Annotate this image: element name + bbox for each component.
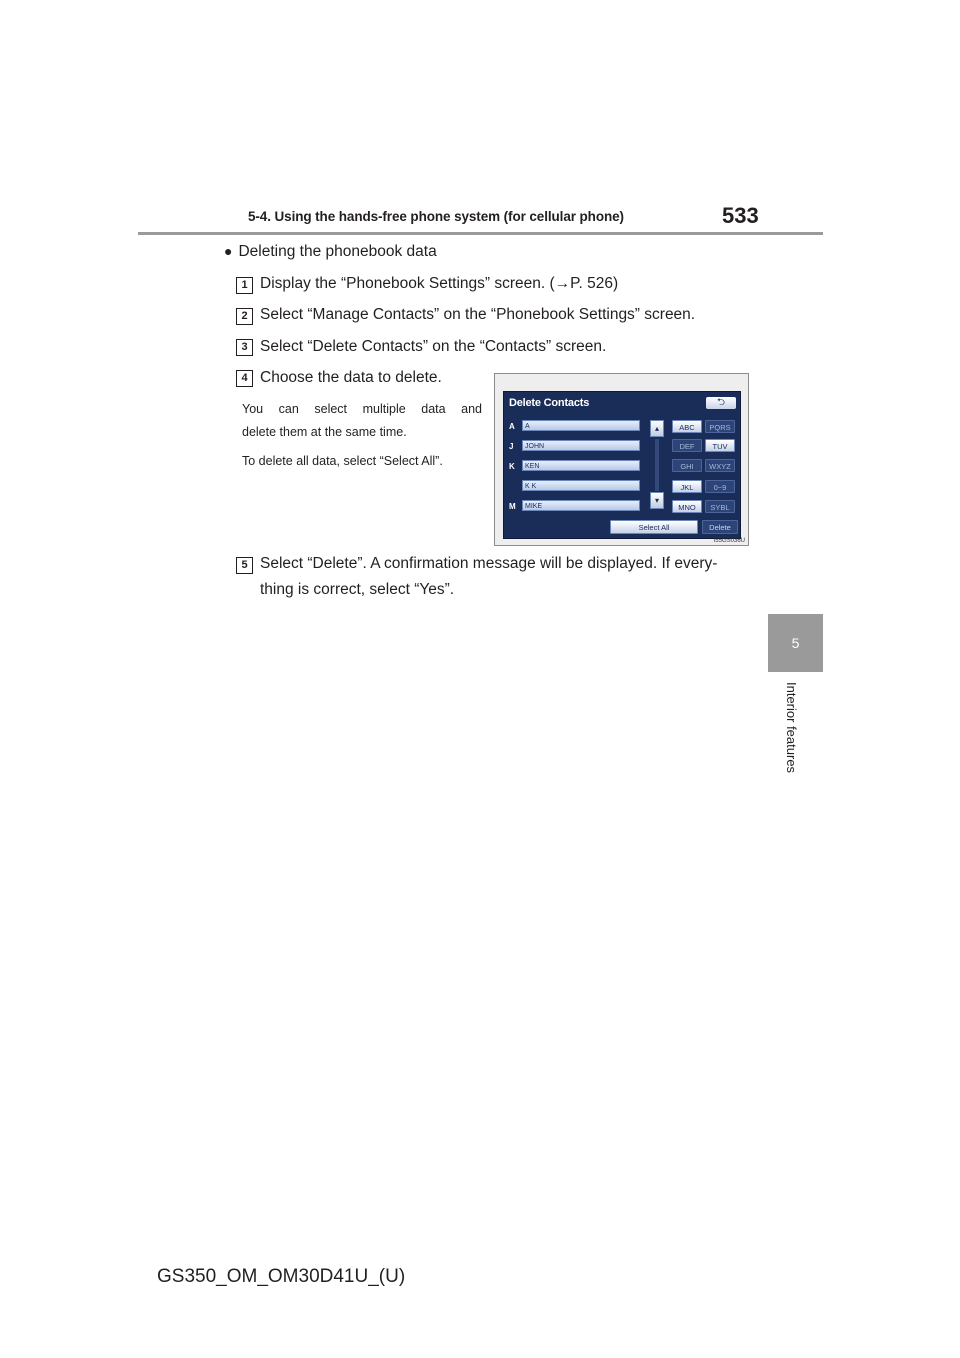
delete-contacts-screen-figure [494,373,749,546]
note-line-1: You can select multiple data and [242,402,482,416]
header-rule [138,232,823,235]
key-def[interactable]: DEF [672,439,702,452]
step-text-5-line-1: Select “Delete”. A confirmation message will be displayed. If every- [260,555,718,572]
note-line-2: delete them at the same time. [242,425,407,439]
contact-row[interactable]: K K [522,480,640,491]
step-text-3: Select “Delete Contacts” on the “Contacts” screen. [260,338,607,355]
index-letter: J [509,442,514,451]
index-letter: K [509,462,515,471]
key-abc[interactable]: ABC [672,420,702,433]
step-number-5: 5 [236,557,253,574]
key-ghi[interactable]: GHI [672,459,702,472]
screen-title: Delete Contacts [509,397,590,409]
scroll-up-icon[interactable]: ▴ [650,420,664,437]
contact-row[interactable]: KEN [522,460,640,471]
page-number: 533 [722,203,759,228]
chapter-number: 5 [791,635,800,651]
section-title: 5-4. Using the hands-free phone system (for cellular phone) [248,209,624,224]
key-wxyz[interactable]: WXYZ [705,459,735,472]
step-text-4: Choose the data to delete. [260,369,442,386]
return-arrow-icon[interactable]: ⮌ [706,397,736,409]
step-text-5-line-2: thing is correct, select “Yes”. [260,581,455,598]
key-sybl[interactable]: SYBL [705,500,735,513]
image-code: I55GS036U [713,538,745,544]
chapter-tab [768,614,823,672]
index-letter: A [509,422,515,431]
key-0-9[interactable]: 0~9 [705,480,735,493]
key-mno[interactable]: MNO [672,500,702,513]
select-all-button[interactable]: Select All [610,520,698,534]
heading-text: Deleting the phonebook data [238,243,437,260]
key-tuv[interactable]: TUV [705,439,735,452]
contact-row[interactable]: JOHN [522,440,640,451]
key-jkl[interactable]: JKL [672,480,702,493]
bullet-icon: ● [224,243,233,259]
contact-row[interactable]: MIKE [522,500,640,511]
note-line-3: To delete all data, select “Select All”. [242,454,443,468]
delete-button[interactable]: Delete [702,520,738,534]
step-number-3: 3 [236,339,253,356]
step-number-1: 1 [236,277,253,294]
screen-display [503,391,741,539]
key-pqrs[interactable]: PQRS [705,420,735,433]
step-number-2: 2 [236,308,253,325]
index-letter: M [509,502,516,511]
step-number-4: 4 [236,370,253,387]
manual-code: GS350_OM_OM30D41U_(U) [157,1266,406,1287]
contact-row[interactable]: A [522,420,640,431]
step-text-2: Select “Manage Contacts” on the “Phonebook Settings” screen. [260,306,696,323]
section-heading [224,243,437,261]
scroll-track[interactable] [655,439,659,491]
chapter-label: Interior features [784,682,799,774]
step-text-1: Display the “Phonebook Settings” screen. (→P. 526) [260,275,619,292]
scroll-down-icon[interactable]: ▾ [650,492,664,509]
